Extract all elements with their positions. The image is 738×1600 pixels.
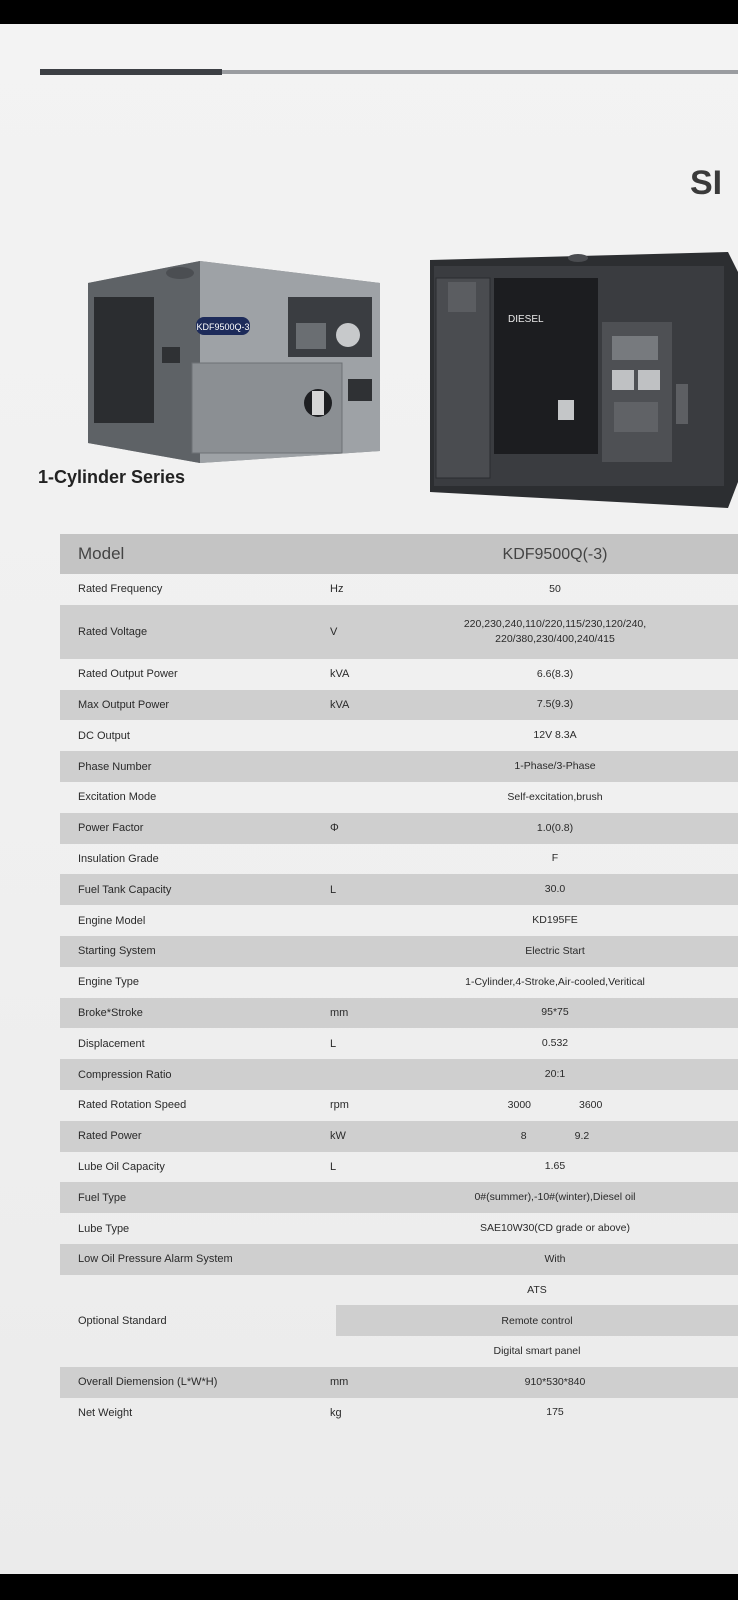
row-unit: mm: [330, 1376, 349, 1389]
row-label: Overall Diemension (L*W*H): [78, 1376, 218, 1389]
generator-image-right: [428, 252, 738, 514]
row-unit: [330, 1244, 390, 1275]
row-label: Phase Number: [78, 760, 152, 773]
row-value: [390, 1090, 720, 1121]
table-row: [60, 1367, 738, 1398]
row-unit: L: [330, 1037, 337, 1050]
row-label: Rated Frequency: [78, 583, 163, 596]
row-unit: mm: [330, 1006, 349, 1019]
row-label: DC Output: [78, 729, 130, 742]
row-value: 6.6(8.3): [536, 667, 574, 680]
table-row: [60, 659, 738, 690]
table-row: [60, 605, 738, 659]
header-rule-dark: [40, 69, 222, 75]
speed-60hz: 3600: [579, 1098, 603, 1111]
row-label: Net Weight: [78, 1406, 133, 1419]
table-row: [60, 905, 738, 936]
table-row: [60, 1090, 738, 1121]
row-label: Rated Power: [78, 1130, 142, 1143]
row-label: Low Oil Pressure Alarm System: [78, 1253, 233, 1266]
row-label: Rated Voltage: [78, 625, 148, 638]
row-unit: [330, 844, 390, 875]
row-value: 0.532: [541, 1037, 569, 1050]
row-label: Fuel Tank Capacity: [78, 883, 172, 896]
table-header-row: [60, 534, 738, 574]
series-title: 1-Cylinder Series: [38, 467, 186, 487]
table-row: [60, 998, 738, 1029]
voltage-line-1: 220,230,240,110/220,115/230,120/240,: [463, 617, 647, 630]
row-value: 910*530*840: [524, 1375, 586, 1388]
row-unit: kW: [330, 1130, 346, 1143]
row-label: Compression Ratio: [78, 1068, 172, 1081]
table-row: [60, 813, 738, 844]
row-label: Engine Model: [78, 914, 146, 927]
row-unit: [330, 1182, 390, 1213]
table-row: [60, 1059, 738, 1090]
voltage-line-2: 220/380,230/400,240/415: [495, 632, 615, 645]
row-unit: [330, 720, 390, 751]
row-value: [390, 1121, 720, 1152]
optional-item: Remote control: [336, 1305, 738, 1336]
row-value: 20:1: [544, 1068, 566, 1081]
row-unit: Φ: [330, 822, 339, 835]
row-value: 50: [549, 582, 561, 595]
row-value: 175: [546, 1406, 564, 1419]
bottom-black-band: [0, 1574, 738, 1600]
table-row: [60, 844, 738, 875]
generator-image-left: [80, 253, 390, 465]
header-rule-light: [222, 70, 738, 74]
row-value: Self-excitation,brush: [507, 790, 603, 803]
row-unit: [330, 1059, 390, 1090]
top-black-band: [0, 0, 738, 24]
row-label: Rated Output Power: [78, 668, 178, 681]
row-value: 95*75: [541, 1006, 569, 1019]
row-value: 1.65: [544, 1160, 566, 1173]
row-label: Lube Type: [78, 1222, 130, 1235]
spec-table: [60, 534, 738, 1428]
optional-standard-group: [60, 1275, 738, 1367]
row-label: Displacement: [78, 1037, 145, 1050]
row-value: 1-Phase/3-Phase: [514, 760, 596, 773]
table-row: [60, 967, 738, 998]
table-row: [60, 936, 738, 967]
table-row: [60, 574, 738, 605]
row-value: 1.0(0.8): [536, 821, 574, 834]
row-unit: kVA: [330, 668, 350, 681]
row-value: Electric Start: [525, 944, 585, 957]
row-unit: [330, 751, 390, 782]
table-row: [60, 720, 738, 751]
table-row: [60, 1398, 738, 1429]
row-label: Fuel Type: [78, 1191, 127, 1204]
row-label: Max Output Power: [78, 698, 170, 711]
row-value: F: [551, 852, 559, 865]
page-heading: SI: [690, 164, 723, 202]
row-unit: rpm: [330, 1099, 349, 1112]
row-label: Lube Oil Capacity: [78, 1160, 165, 1173]
row-unit: [330, 967, 390, 998]
row-label: Power Factor: [78, 822, 144, 835]
table-row: [60, 690, 738, 721]
row-unit: [330, 1213, 390, 1244]
badge-text: KDF9500Q-3: [196, 322, 250, 332]
power-50hz: 8: [520, 1129, 527, 1142]
row-value: 7.5(9.3): [536, 698, 574, 711]
brand-text: DIESEL: [508, 314, 544, 325]
row-unit: kg: [330, 1406, 342, 1419]
row-label: Rated Rotation Speed: [78, 1099, 187, 1112]
power-60hz: 9.2: [574, 1129, 590, 1142]
row-label: Starting System: [78, 945, 156, 958]
row-unit: Hz: [330, 583, 344, 596]
optional-standard-label: Optional Standard: [78, 1314, 167, 1327]
optional-item: ATS: [527, 1284, 547, 1297]
table-row: [60, 751, 738, 782]
model-label: Model: [78, 544, 125, 563]
table-row: [60, 1121, 738, 1152]
row-unit: [330, 936, 390, 967]
row-unit: L: [330, 1160, 337, 1173]
row-unit: V: [330, 625, 338, 638]
row-value: SAE10W30(CD grade or above): [480, 1222, 630, 1235]
table-row: [60, 1028, 738, 1059]
row-label: Engine Type: [78, 976, 139, 989]
table-row: [60, 1152, 738, 1183]
table-row: [60, 1182, 738, 1213]
optional-item: Digital smart panel: [493, 1345, 581, 1358]
table-row: [60, 782, 738, 813]
row-unit: kVA: [330, 698, 350, 711]
row-label: Excitation Mode: [78, 791, 157, 804]
table-row: [60, 1244, 738, 1275]
model-value: KDF9500Q(-3): [502, 545, 608, 563]
row-unit: [330, 905, 390, 936]
row-value: KD195FE: [532, 914, 578, 927]
row-value: 1-Cylinder,4-Stroke,Air-cooled,Veritical: [465, 975, 645, 988]
row-value: 0#(summer),-10#(winter),Diesel oil: [474, 1191, 636, 1204]
row-value: [390, 605, 720, 659]
row-label: Broke*Stroke: [78, 1006, 143, 1019]
row-unit: [330, 782, 390, 813]
row-unit: L: [330, 883, 337, 896]
row-value: 30.0: [544, 883, 566, 896]
speed-50hz: 3000: [507, 1098, 531, 1111]
row-value: 12V 8.3A: [533, 729, 577, 742]
table-row: [60, 874, 738, 905]
table-row: [60, 1213, 738, 1244]
row-label: Insulation Grade: [78, 852, 159, 865]
row-value: With: [544, 1252, 566, 1265]
